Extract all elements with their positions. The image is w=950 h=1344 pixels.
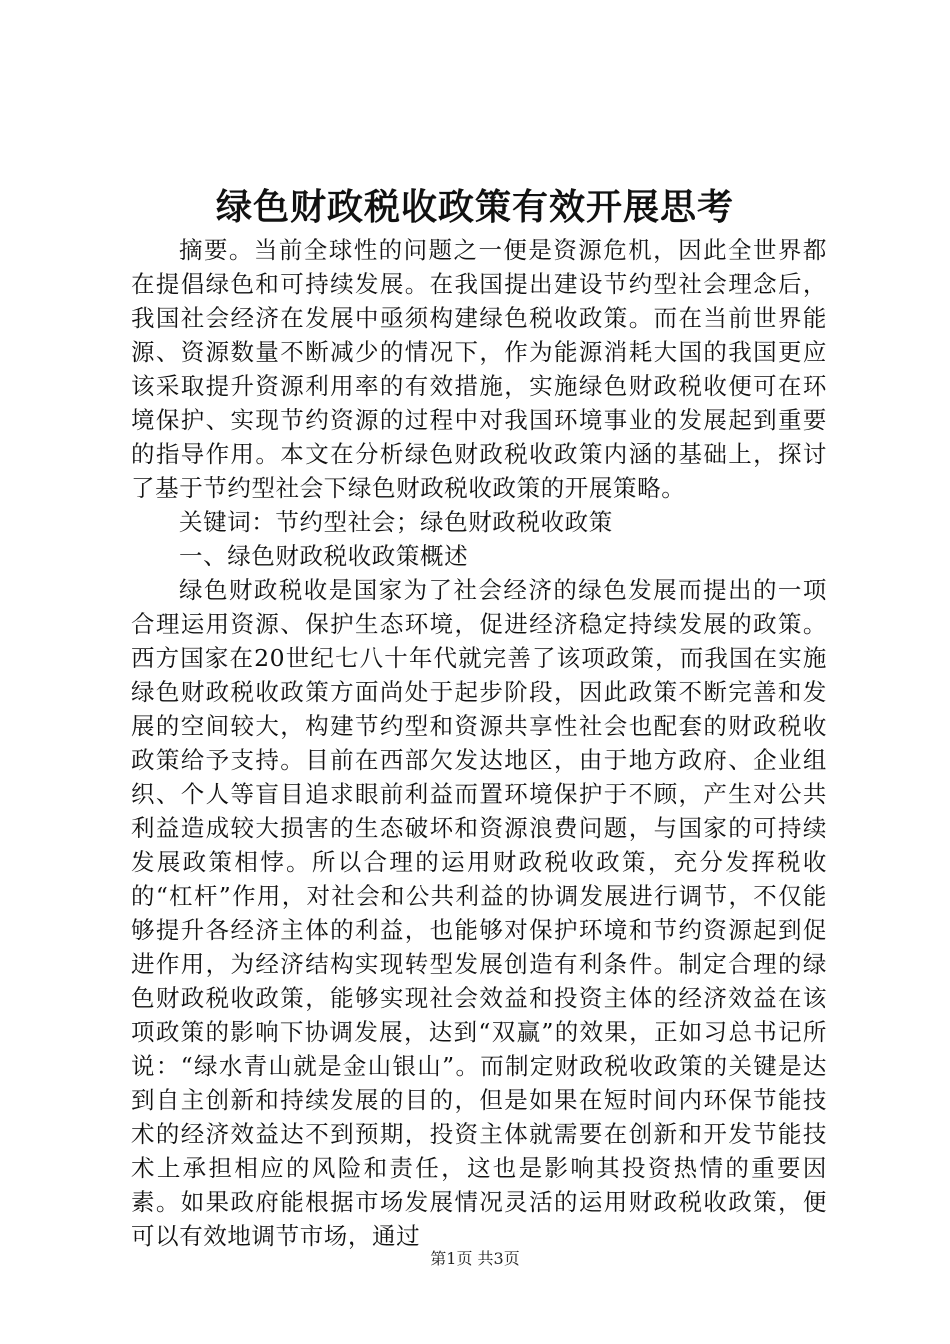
- document-body: [131, 233, 827, 1253]
- document-title: 绿色财政税收政策有效开展思考: [215, 187, 734, 228]
- abstract-paragraph: 摘要。当前全球性的问题之一便是资源危机，因此全世界都在提倡绿色和可持续发展。在我国提出建设节约型社会理念后，我国社会经济在发展中亟须构建绿色税收政策。而在当前世界能源、资源数量不断减少的情况下，作为能源消耗大国的我国更应该采取提升资源利用率的有效措施，实施绿色财政税收便可在环境保护、实现节约资源的过程中对我国环境事业的发展起到重要的指导作用。本文在分析绿色财政税收政策内涵的基础上，探讨了基于节约型社会下绿色财政税收政策的开展策略。: [131, 236, 827, 502]
- body-paragraph: 绿色财政税收是国家为了社会经济的绿色发展而提出的一项合理运用资源、保护生态环境，促进经济稳定持续发展的政策。西方国家在20世纪七八十年代就完善了该项政策，而我国在实施绿色财政税收政策方面尚处于起步阶段，因此政策不断完善和发展的空间较大，构建节约型和资源共享性社会也配套的财政税收政策给予支持。目前在西部欠发达地区，由于地方政府、企业组织、个人等盲目追求眼前利益而置环境保护于不顾，产生对公共利益造成较大损害的生态破坏和资源浪费问题，与国家的可持续发展政策相悖。所以合理的运用财政税收政策，充分发挥税收的“杠杆”作用，对社会和公共利益的协调发展进行调节，不仅能够提升各经济主体的利益，也能够对保护环境和节约资源起到促进作用，为经济结构实现转型发展创造有利条件。制定合理的绿色财政税收政策，能够实现社会效益和投资主体的经济效益在该项政策的影响下协调发展，达到“双赢”的效果，正如习总书记所说：“绿水青山就是金山银山”。而制定财政税收政策的关键是达到自主创新和持续发展的目的，但是如果在短时间内环保节能技术的经济效益达不到预期，投资主体就需要在创新和开发节能技术上承担相应的风险和责任，这也是影响其投资热情的重要因素。如果政府能根据市场发展情况灵活的运用财政税收政策，便可以有效地调节市场，通过: [131, 576, 827, 1250]
- section-heading: 一、绿色财政税收政策概述: [179, 542, 469, 570]
- page-footer: 第1页 共3页: [430, 1249, 520, 1268]
- keywords-paragraph: 关键词：节约型社会；绿色财政税收政策: [179, 508, 613, 536]
